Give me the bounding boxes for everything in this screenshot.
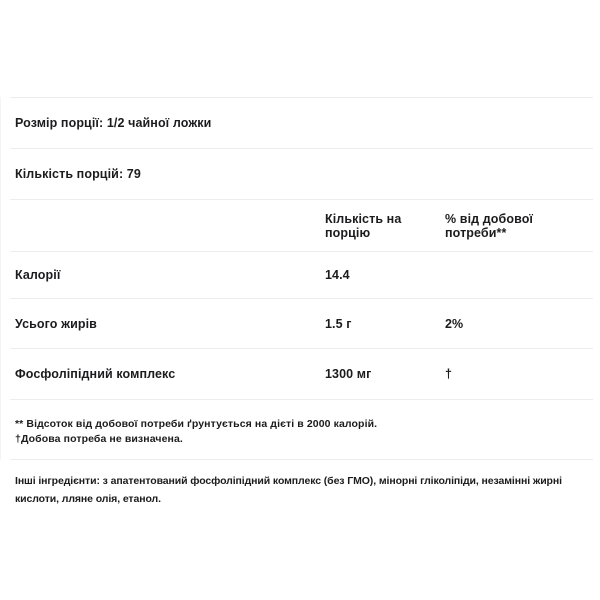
top-spacer — [0, 0, 600, 97]
nutrient-dv: † — [445, 367, 453, 381]
header-amount-per-serving: Кількість на порцію — [325, 211, 402, 240]
nutrient-name: Фосфоліпідний комплекс — [15, 367, 176, 381]
other-ingredients — [0, 460, 600, 508]
serving-size-row — [0, 98, 600, 148]
table-header-row — [0, 200, 600, 251]
nutrient-amount: 1.5 г — [325, 316, 352, 331]
other-ingredients-text: Інші інгредієнти: з апатентований фосфоліпідний комплекс (без ГМО), мінорні гліколіпіди, незамінні жирні кислоти, лляне олія, етанол. — [15, 475, 562, 505]
nutrient-amount: 1300 мг — [325, 367, 372, 381]
servings-count-row — [0, 149, 600, 199]
nutrient-row-total-fat — [0, 299, 600, 348]
footnote-block — [0, 400, 600, 459]
footnote-daily-value: ** Відсоток від добової потреби ґрунтується на дієті в 2000 калорій. — [15, 418, 378, 430]
header-daily-value: % від добової потреби** — [445, 211, 534, 240]
nutrient-row-phospholipid-complex — [0, 349, 600, 399]
footnote-dagger: †Добова потреба не визначена. — [15, 433, 183, 445]
nutrient-name: Усього жирів — [15, 316, 97, 331]
nutrient-dv: 2% — [445, 316, 464, 331]
nutrient-amount: 14.4 — [325, 268, 350, 282]
nutrient-row-calories — [0, 252, 600, 298]
nutrient-name: Калорії — [15, 268, 61, 282]
servings-count-label: Кількість порцій: 79 — [15, 167, 141, 181]
serving-size-label: Розмір порції: 1/2 чайної ложки — [15, 116, 212, 130]
left-edge-line — [0, 97, 1, 460]
